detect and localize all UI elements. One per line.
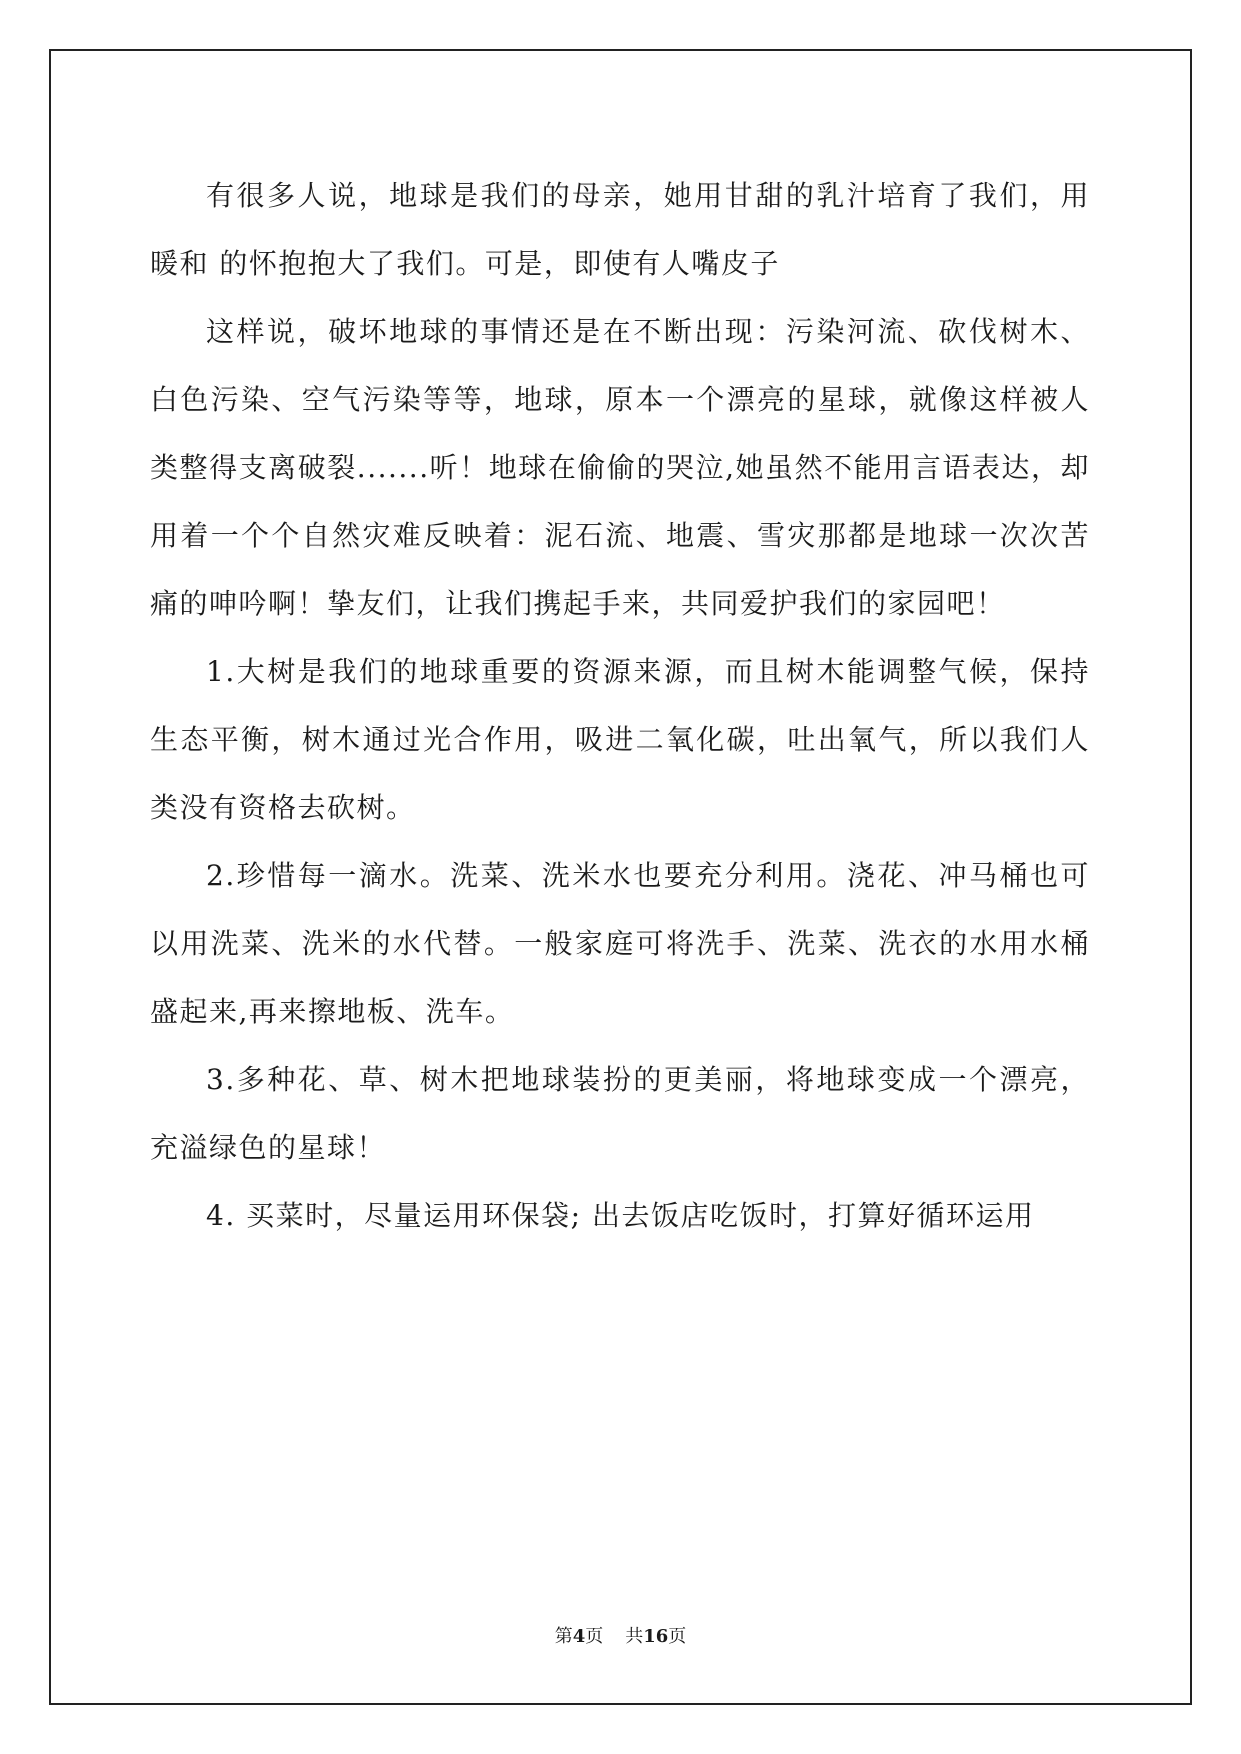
total-pages: 16	[643, 1626, 669, 1647]
page-number: 4	[572, 1626, 586, 1647]
total-suffix: 页	[668, 1626, 687, 1647]
paragraph-3: 1.大树是我们的地球重要的资源来源，而且树木能调整气候，保持生态平衡，树木通过光合作用，吸进二氧化碳，吐出氧气，所以我们人类没有资格去砍树。	[150, 655, 1090, 824]
page-suffix: 页	[585, 1626, 604, 1647]
total-prefix: 共	[625, 1626, 644, 1647]
paragraph-5: 3.多种花、草、树木把地球装扮的更美丽，将地球变成一个漂亮，充溢绿色的星球！	[150, 1063, 1090, 1164]
document-body	[150, 162, 1090, 1250]
page-footer	[0, 1622, 1241, 1648]
page-prefix: 第	[554, 1626, 573, 1647]
paragraph-1: 有很多人说，地球是我们的母亲，她用甘甜的乳汁培育了我们，用暖和 的怀抱抱大了我们。可是，即使有人嘴皮子	[150, 179, 1090, 280]
paragraph-4: 2.珍惜每一滴水。洗菜、洗米水也要充分利用。浇花、冲马桶也可以用洗菜、洗米的水代替。一般家庭可将洗手、洗菜、洗衣的水用水桶盛起来,再来擦地板、洗车。	[150, 859, 1090, 1028]
paragraph-2: 这样说，破坏地球的事情还是在不断出现：污染河流、砍伐树木、白色污染、空气污染等等，地球，原本一个漂亮的星球，就像这样被人类整得支离破裂.......听！地球在偷偷的哭泣,她虽然不能用言语表达，却用着一个个自然灾难反映着：泥石流、地震、雪灾那都是地球一次次苦痛的呻吟啊！挚友们，让我们携起手来，共同爱护我们的家园吧！	[150, 315, 1090, 620]
paragraph-6: 4. 买菜时，尽量运用环保袋; 出去饭店吃饭时，打算好循环运用	[206, 1199, 1035, 1232]
